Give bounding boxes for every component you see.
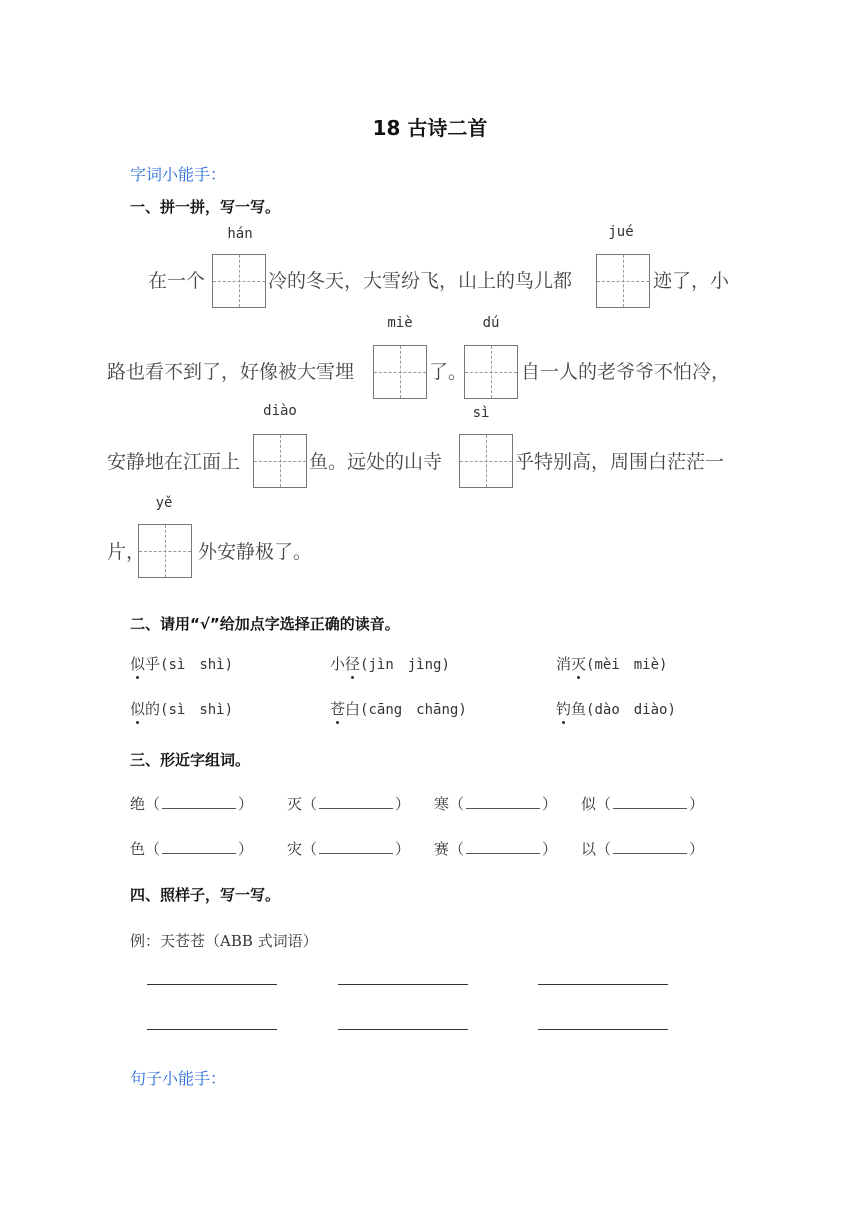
similar-char: 以 — [581, 840, 597, 858]
pronunciation-item[interactable] — [130, 698, 233, 719]
dotted-char: 似 — [130, 700, 146, 718]
pinyin-si: sì — [472, 405, 490, 421]
passage-text: 自一人的老爷爷不怕冷， — [521, 361, 731, 383]
item-prefix: 消 — [556, 655, 572, 673]
pinyin-du: dú — [482, 315, 500, 331]
pinyin-diao: diào — [263, 403, 297, 419]
pronunciation-item[interactable] — [556, 653, 667, 674]
passage-text: 路也看不到了，好像被大雪埋 — [107, 361, 355, 383]
pronunciation-item[interactable] — [330, 698, 467, 719]
item-suffix: 鱼 — [571, 700, 587, 718]
similar-char: 寒 — [434, 795, 450, 813]
word-blank[interactable]: 灾（ ） — [287, 840, 411, 858]
word-blank[interactable]: 赛（ ） — [434, 840, 558, 858]
passage-text: 安静地在江面上 — [107, 451, 241, 473]
char-box-mie[interactable] — [373, 345, 427, 399]
word-blank[interactable]: 以（ ） — [581, 840, 705, 858]
example-text: 例：天苍苍（ABB 式词语） — [130, 932, 318, 950]
part2-heading: 二、请用“√”给加点字选择正确的读音。 — [130, 615, 400, 633]
char-box-si[interactable] — [459, 434, 513, 488]
passage-text: 了。 — [429, 361, 468, 383]
similar-char: 色 — [130, 840, 146, 858]
passage-text: 乎特别高，周围白茫茫一 — [515, 451, 725, 473]
answer-line[interactable] — [338, 1029, 468, 1030]
pinyin-options: (sì shì) — [160, 702, 234, 718]
item-suffix: 的 — [145, 700, 161, 718]
char-box-du[interactable] — [464, 345, 518, 399]
pronunciation-item[interactable] — [130, 653, 233, 674]
pinyin-options: (jìn jìng) — [360, 657, 450, 673]
pinyin-options: (dào diào) — [586, 702, 676, 718]
part1-heading: 一、拼一拼，写一写。 — [130, 198, 281, 216]
similar-char: 灭 — [287, 795, 303, 813]
answer-line[interactable] — [147, 984, 277, 985]
word-blank[interactable]: 色（ ） — [130, 840, 254, 858]
pinyin-options: (sì shì) — [160, 657, 234, 673]
answer-line[interactable] — [338, 984, 468, 985]
similar-char: 赛 — [434, 840, 450, 858]
passage-text: 鱼。远处的山寺 — [309, 451, 443, 473]
section-sentence-heading: 句子小能手： — [130, 1069, 227, 1088]
passage-text: 迹了，小 — [653, 270, 730, 292]
passage-text: 外安静极了。 — [198, 541, 313, 563]
word-blank[interactable]: 似（ ） — [581, 795, 705, 813]
part4-heading: 四、照样子，写一写。 — [130, 886, 281, 904]
similar-char: 灾 — [287, 840, 303, 858]
answer-line[interactable] — [538, 984, 668, 985]
passage-text: 在一个 — [148, 270, 206, 292]
dotted-char: 径 — [345, 655, 361, 673]
pronunciation-item[interactable] — [556, 698, 676, 719]
answer-line[interactable] — [147, 1029, 277, 1030]
item-prefix: 小 — [330, 655, 346, 673]
pinyin-options: (cāng chāng) — [360, 702, 467, 718]
page-title: 18 古诗二首 — [372, 116, 488, 140]
item-suffix: 乎 — [145, 655, 161, 673]
pinyin-ye: yě — [155, 495, 173, 511]
char-box-jue[interactable] — [596, 254, 650, 308]
char-box-han[interactable] — [212, 254, 266, 308]
char-box-diao[interactable] — [253, 434, 307, 488]
similar-char: 绝 — [130, 795, 146, 813]
word-blank[interactable]: 寒（ ） — [434, 795, 558, 813]
dotted-char: 钓 — [556, 700, 572, 718]
pronunciation-item[interactable] — [330, 653, 450, 674]
item-suffix: 白 — [345, 700, 361, 718]
dotted-char: 灭 — [571, 655, 587, 673]
dotted-char: 苍 — [330, 700, 346, 718]
char-box-ye[interactable] — [138, 524, 192, 578]
pinyin-mie: miè — [387, 315, 413, 331]
passage-text: 片， — [107, 541, 146, 563]
section-word-heading: 字词小能手： — [130, 165, 227, 184]
word-blank[interactable]: 灭（ ） — [287, 795, 411, 813]
answer-line[interactable] — [538, 1029, 668, 1030]
pinyin-han: hán — [227, 226, 253, 242]
pinyin-options: (mèi miè) — [586, 657, 668, 673]
part3-heading: 三、形近字组词。 — [130, 751, 251, 769]
dotted-char: 似 — [130, 655, 146, 673]
similar-char: 似 — [581, 795, 597, 813]
word-blank[interactable]: 绝（ ） — [130, 795, 254, 813]
pinyin-jue: jué — [608, 224, 634, 240]
passage-text: 冷的冬天，大雪纷飞，山上的鸟儿都 — [268, 270, 573, 292]
